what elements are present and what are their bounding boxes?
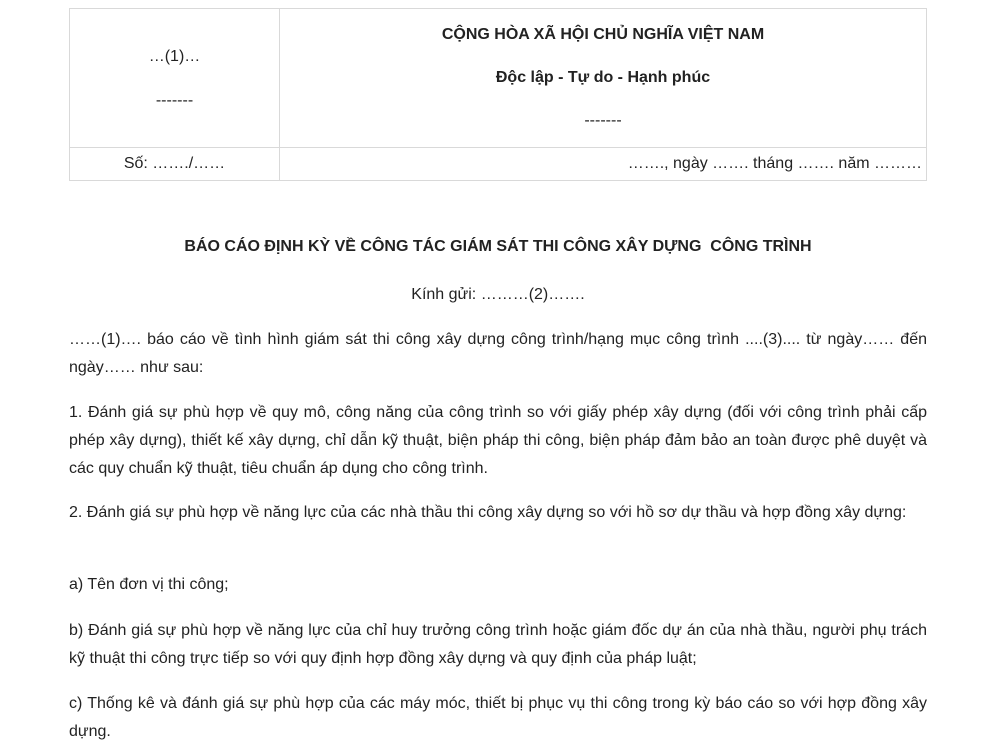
- issuing-org-cell: [70, 9, 280, 148]
- report-title: BÁO CÁO ĐỊNH KỲ VỀ CÔNG TÁC GIÁM SÁT THI CÔNG XÂY DỰNG CÔNG TRÌNH: [184, 238, 812, 255]
- recipient-line: Kính gửi: ………(2)…….: [411, 286, 585, 303]
- intro-paragraph: ……(1)…. báo cáo về tình hình giám sát thi công xây dựng công trình/hạng mục công trình ....(3).... từ ngày…… đến ngày…… như sau:: [69, 331, 927, 376]
- org-divider: -------: [155, 92, 194, 109]
- place-date-line: ……., ngày ……. tháng ……. năm ………: [280, 148, 927, 181]
- issuing-org-placeholder: …(1)…: [148, 48, 201, 65]
- document-number: Số: ……./……: [70, 148, 280, 181]
- item-a-paragraph: a) Tên đơn vị thi công;: [69, 576, 229, 593]
- document-header-table: [69, 8, 927, 181]
- national-motto: Độc lập - Tự do - Hạnh phúc: [495, 69, 711, 86]
- section-1-paragraph: 1. Đánh giá sự phù hợp về quy mô, công năng của công trình so với giấy phép xây dựng (đối với công trình phải cấp phép xây dựng), thiết kế xây dựng, chỉ dẫn kỹ thuật, biện pháp thi công, biện pháp đảm bảo an toàn được phê duyệt và các quy chuẩn kỹ thuật, tiêu chuẩn áp dụng cho công trình.: [69, 404, 927, 477]
- motto-divider: -------: [584, 112, 622, 129]
- national-title: CỘNG HÒA XÃ HỘI CHỦ NGHĨA VIỆT NAM: [441, 26, 765, 43]
- section-2-paragraph: 2. Đánh giá sự phù hợp về năng lực của các nhà thầu thi công xây dựng so với hồ sơ dự thầu và hợp đồng xây dựng:: [69, 504, 907, 521]
- item-c-paragraph: c) Thống kê và đánh giá sự phù hợp của các máy móc, thiết bị phục vụ thi công trong kỳ báo cáo so với hợp đồng xây dựng.: [69, 695, 927, 740]
- national-heading-cell: [280, 9, 927, 148]
- item-b-paragraph: b) Đánh giá sự phù hợp về năng lực của chỉ huy trưởng công trình hoặc giám đốc dự án của nhà thầu, người phụ trách kỹ thuật thi công trực tiếp so với quy định hợp đồng xây dựng và quy định của pháp luật;: [69, 622, 927, 667]
